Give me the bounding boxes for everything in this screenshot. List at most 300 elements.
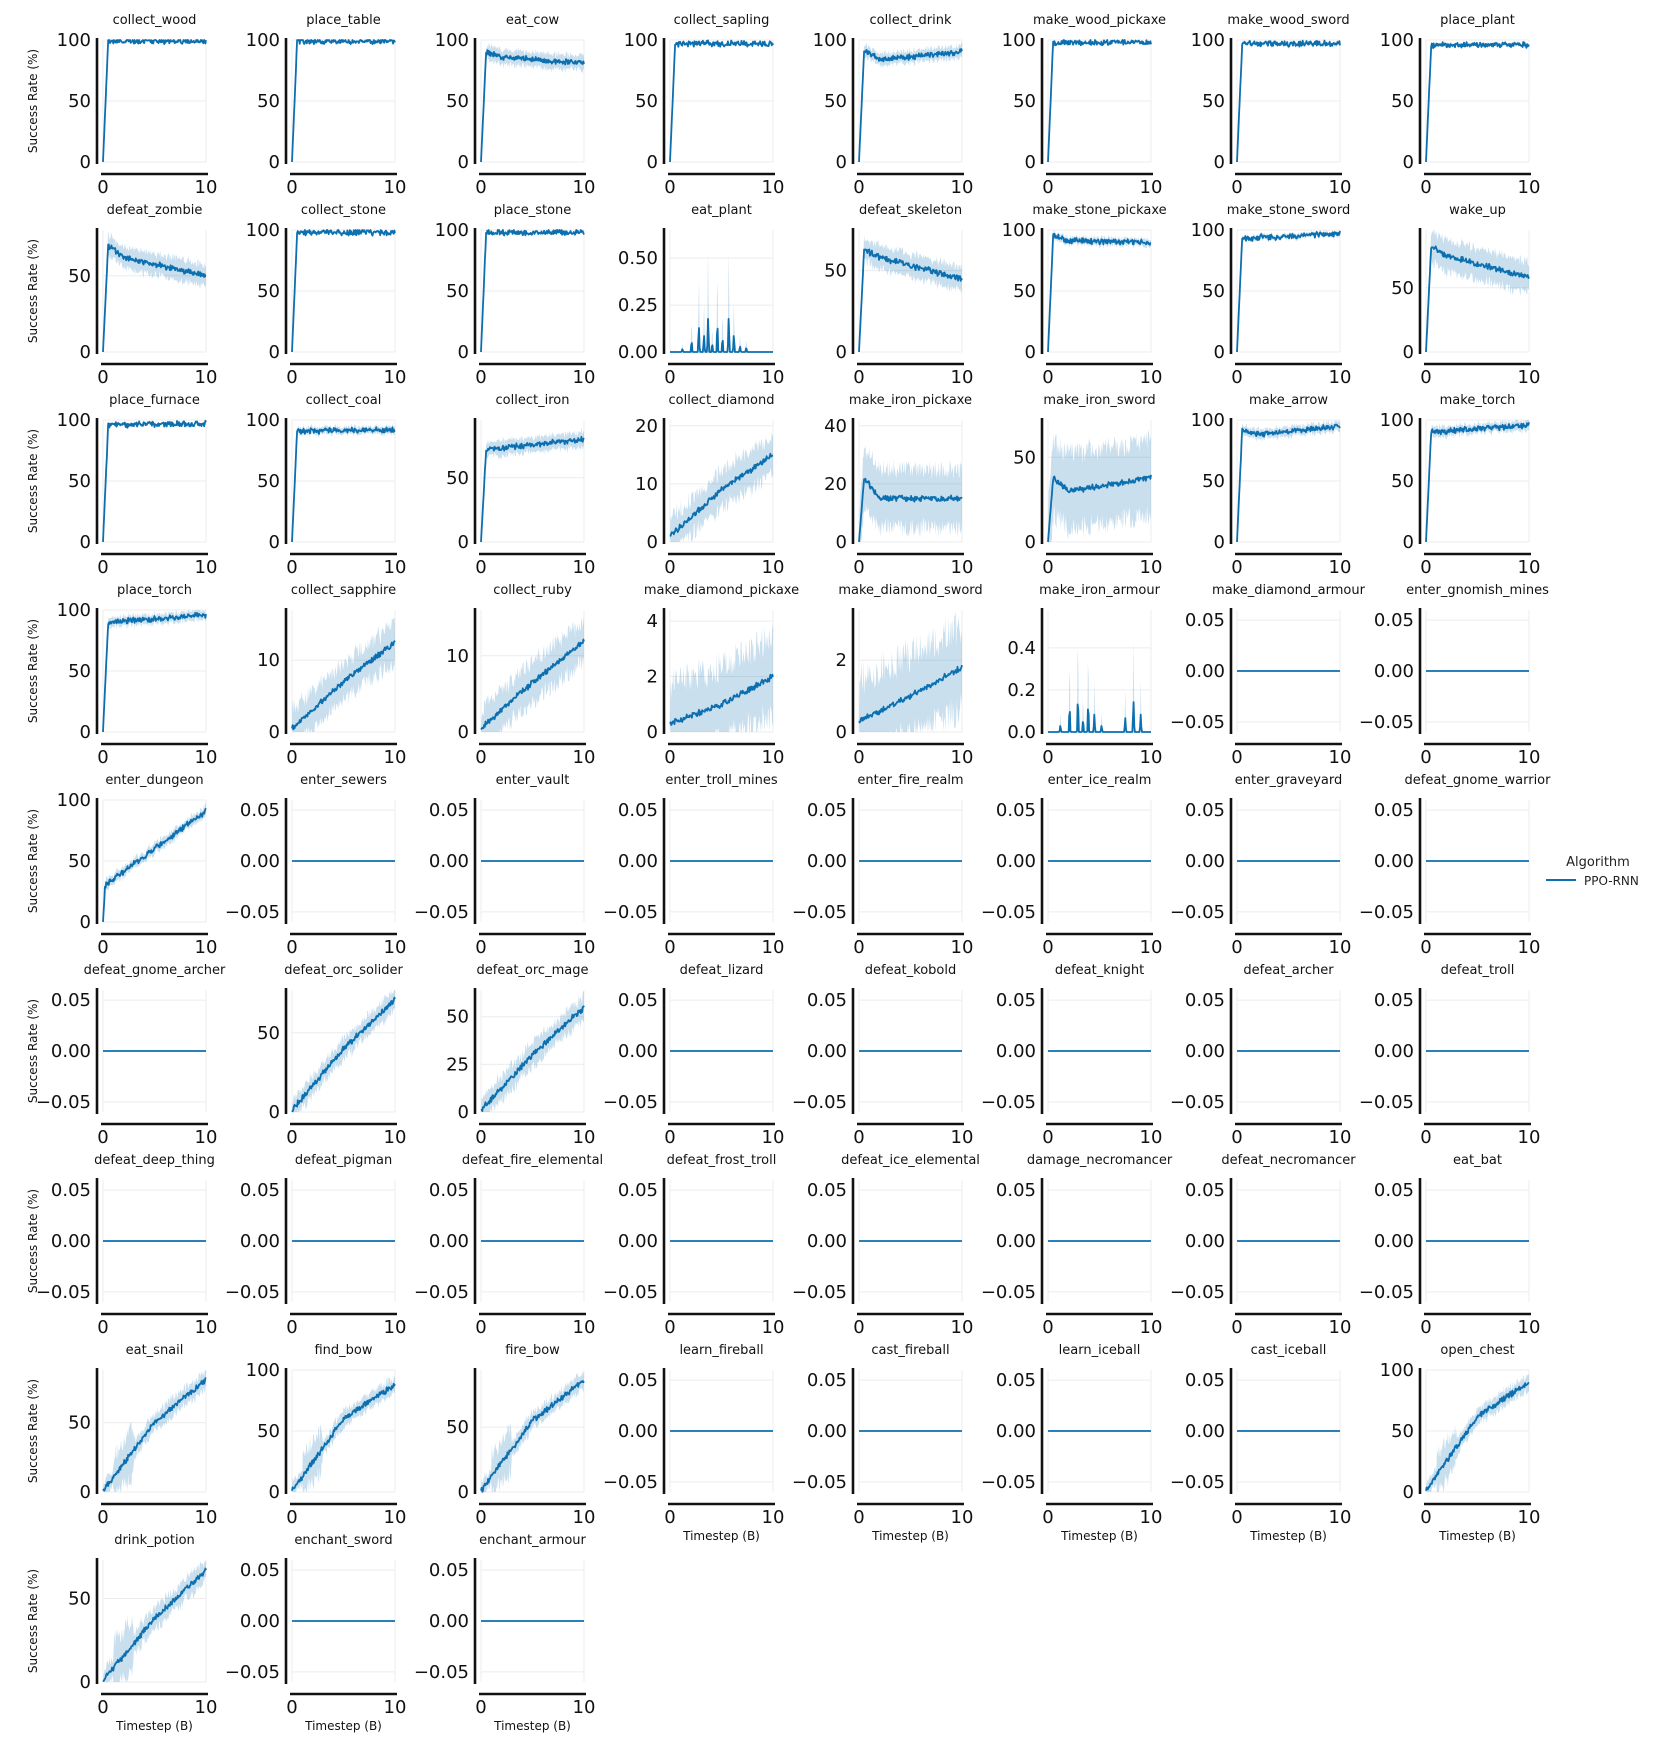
xtick-label: 10 [383, 1127, 407, 1148]
ytick-label: 50 [257, 471, 280, 492]
subplot-title: enter_sewers [300, 773, 387, 788]
subplot-title: place_plant [1440, 13, 1515, 28]
confidence-band-fire-bow [481, 1372, 584, 1493]
ytick-label: 0.00 [239, 1611, 280, 1632]
subplot-enter-gnomish-mines [1359, 583, 1549, 768]
ytick-label: 0.00 [50, 1041, 91, 1062]
ytick-label: 50 [1202, 471, 1225, 492]
confidence-band-make-diamond-sword [859, 611, 962, 732]
ytick-label: 0.0 [1007, 722, 1036, 743]
x-axis-label: Timestep (B) [1061, 1529, 1138, 1543]
confidence-band-eat-plant [670, 252, 773, 352]
xtick-label: 0 [664, 1317, 676, 1338]
ytick-label: 0 [268, 152, 280, 173]
ytick-label: −0.05 [1358, 1091, 1414, 1113]
subplot-open-chest [1380, 1343, 1541, 1543]
xtick-label: 0 [475, 747, 487, 768]
subplot-collect-drink [813, 13, 974, 198]
x-axis-label: Timestep (B) [872, 1529, 949, 1543]
xtick-label: 0 [475, 177, 487, 198]
xtick-label: 10 [1328, 1127, 1352, 1148]
ytick-label: 0.05 [428, 1180, 469, 1202]
subplot-make-iron-pickaxe [824, 393, 973, 578]
xtick-label: 10 [761, 177, 785, 198]
xtick-label: 10 [1139, 1507, 1163, 1528]
xtick-label: 10 [572, 937, 596, 958]
ytick-label: 50 [446, 281, 469, 302]
subplot-make-arrow [1191, 393, 1352, 578]
xtick-label: 10 [950, 1127, 974, 1148]
subplot-damage-necromancer [981, 1153, 1173, 1338]
subplot-title: collect_stone [300, 203, 387, 218]
ytick-label: 100 [434, 220, 469, 241]
ytick-label: 0.05 [806, 990, 847, 1012]
subplot-collect-stone [246, 203, 407, 388]
xtick-label: 0 [475, 1507, 487, 1528]
ytick-label: 0.05 [995, 1370, 1036, 1392]
xtick-label: 0 [664, 1507, 676, 1528]
ytick-label: 0.00 [1373, 851, 1414, 872]
ytick-label: −0.05 [791, 1471, 847, 1493]
ytick-label: −0.05 [791, 901, 847, 923]
subplot-title: eat_bat [1453, 1153, 1502, 1168]
ytick-label: 100 [812, 30, 847, 51]
subplot-title: defeat_orc_solider [284, 963, 403, 978]
series-line-make-arrow [1237, 425, 1340, 542]
xtick-label: 0 [1042, 1317, 1054, 1338]
subplot-title: defeat_orc_mage [476, 963, 589, 978]
ytick-label: 0.05 [995, 990, 1036, 1012]
ytick-label: 50 [446, 1417, 469, 1439]
ytick-label: 100 [245, 220, 280, 241]
ytick-label: 0.05 [50, 1180, 91, 1202]
subplot-cast-fireball [792, 1343, 974, 1543]
xtick-label: 0 [1042, 177, 1054, 198]
xtick-label: 0 [97, 177, 109, 198]
ytick-label: 0.00 [1184, 1421, 1225, 1442]
ytick-label: 10 [635, 473, 658, 495]
legend-title: Algorithm [1566, 855, 1630, 870]
ytick-label: −0.05 [224, 901, 280, 923]
xtick-label: 10 [1139, 177, 1163, 198]
subplot-title: cast_iceball [1250, 1343, 1327, 1358]
subplot-defeat-orc-mage [446, 963, 595, 1148]
confidence-band-make-diamond-pickaxe [670, 623, 773, 732]
xtick-label: 10 [761, 1317, 785, 1338]
subplot-make-stone-sword [1191, 203, 1352, 388]
subplot-title: defeat_skeleton [858, 203, 963, 218]
subplot-collect-iron [446, 393, 595, 578]
xtick-label: 10 [383, 747, 407, 768]
xtick-label: 10 [1517, 937, 1541, 958]
xtick-label: 10 [950, 1317, 974, 1338]
ytick-label: 0.05 [1373, 990, 1414, 1012]
xtick-label: 10 [572, 1317, 596, 1338]
xtick-label: 0 [1042, 557, 1054, 578]
subplot-collect-coal [246, 393, 407, 578]
ytick-label: 0 [1213, 532, 1225, 553]
ytick-label: 40 [824, 415, 847, 437]
ytick-label: 0.25 [617, 295, 658, 317]
ytick-label: 50 [257, 1022, 280, 1044]
ytick-label: 0.00 [1184, 661, 1225, 682]
subplot-title: defeat_zombie [106, 203, 203, 218]
subplot-eat-snail [26, 1343, 217, 1528]
ytick-label: 0 [268, 1102, 280, 1123]
ytick-label: −0.05 [980, 1091, 1036, 1113]
ytick-label: 0.05 [1184, 990, 1225, 1012]
xtick-label: 10 [1328, 367, 1352, 388]
ytick-label: 50 [1391, 471, 1414, 492]
x-axis-label: Timestep (B) [116, 1719, 193, 1733]
xtick-label: 0 [97, 367, 109, 388]
subplot-enter-fire-realm [792, 773, 974, 958]
ytick-label: 0.00 [617, 851, 658, 872]
y-axis-label: Success Rate (%) [26, 238, 40, 344]
ytick-label: 50 [68, 471, 91, 492]
xtick-label: 0 [286, 1507, 298, 1528]
ytick-label: 0 [646, 152, 658, 173]
subplot-make-diamond-armour [1170, 583, 1366, 768]
ytick-label: −0.05 [1169, 1281, 1225, 1303]
ytick-label: 50 [1391, 91, 1414, 112]
subplot-defeat-orc-solider [257, 963, 406, 1148]
xtick-label: 10 [761, 557, 785, 578]
subplot-collect-wood [26, 13, 217, 198]
xtick-label: 0 [1420, 747, 1432, 768]
ytick-label: −0.05 [413, 901, 469, 923]
ytick-label: 0 [268, 722, 280, 743]
y-axis-label: Success Rate (%) [26, 998, 40, 1104]
subplot-title: cast_fireball [871, 1343, 950, 1358]
subplot-defeat-troll [1359, 963, 1541, 1148]
subplot-place-torch [26, 583, 217, 768]
subplot-defeat-pigman [225, 1153, 407, 1338]
ytick-label: 0.05 [806, 1370, 847, 1392]
subplot-defeat-lizard [603, 963, 785, 1148]
ytick-label: 100 [245, 410, 280, 431]
series-line-make-stone-pickaxe [1048, 234, 1151, 352]
xtick-label: 10 [1139, 747, 1163, 768]
subplot-learn-fireball [603, 1343, 785, 1543]
ytick-label: 100 [245, 30, 280, 51]
xtick-label: 10 [950, 1507, 974, 1528]
subplot-title: collect_diamond [668, 393, 775, 408]
ytick-label: 0 [1024, 342, 1036, 363]
xtick-label: 0 [1231, 1317, 1243, 1338]
subplot-collect-ruby [446, 583, 595, 768]
ytick-label: 0.00 [995, 1421, 1036, 1442]
ytick-label: 0.4 [1007, 637, 1036, 659]
subplot-defeat-fire-elemental [414, 1153, 603, 1338]
ytick-label: 100 [56, 410, 91, 431]
ytick-label: 2 [835, 650, 847, 672]
xtick-label: 10 [761, 937, 785, 958]
ytick-label: 0.2 [1007, 679, 1036, 701]
ytick-label: 0.05 [239, 1560, 280, 1582]
ytick-label: 2 [646, 666, 658, 688]
subplot-place-furnace [26, 393, 217, 578]
confidence-band-defeat-skeleton [859, 235, 962, 352]
x-axis-label: Timestep (B) [1250, 1529, 1327, 1543]
ytick-label: 0.00 [806, 1421, 847, 1442]
ytick-label: −0.05 [1358, 1281, 1414, 1303]
subplot-title: enter_dungeon [105, 773, 204, 788]
ytick-label: 50 [1013, 281, 1036, 302]
xtick-label: 10 [194, 557, 218, 578]
xtick-label: 0 [664, 557, 676, 578]
xtick-label: 10 [1139, 1317, 1163, 1338]
xtick-label: 0 [853, 177, 865, 198]
ytick-label: 100 [1379, 30, 1414, 51]
confidence-band-defeat-zombie [103, 231, 206, 352]
xtick-label: 10 [383, 1697, 407, 1718]
ytick-label: −0.05 [980, 901, 1036, 923]
xtick-label: 0 [1420, 1317, 1432, 1338]
ytick-label: 0 [1024, 532, 1036, 553]
ytick-label: 0 [79, 722, 91, 743]
confidence-band-make-iron-armour [1048, 641, 1151, 732]
ytick-label: 100 [56, 30, 91, 51]
xtick-label: 0 [1231, 557, 1243, 578]
xtick-label: 0 [97, 1507, 109, 1528]
ytick-label: 0.00 [239, 851, 280, 872]
xtick-label: 10 [194, 747, 218, 768]
ytick-label: 0.00 [617, 342, 658, 363]
subplot-title: make_stone_pickaxe [1032, 203, 1167, 218]
ytick-label: 50 [68, 91, 91, 112]
subplot-title: make_iron_sword [1043, 393, 1156, 408]
x-axis-label: Timestep (B) [683, 1529, 760, 1543]
subplot-enchant-sword [225, 1533, 407, 1733]
xtick-label: 0 [475, 1317, 487, 1338]
ytick-label: 4 [646, 611, 658, 633]
ytick-label: 50 [68, 851, 91, 872]
subplot-title: eat_cow [505, 13, 560, 28]
series-line-make-torch [1426, 422, 1529, 542]
subplot-title: make_diamond_armour [1212, 583, 1365, 598]
x-axis-label: Timestep (B) [494, 1719, 571, 1733]
xtick-label: 10 [572, 1127, 596, 1148]
xtick-label: 0 [286, 557, 298, 578]
xtick-label: 0 [1420, 177, 1432, 198]
ytick-label: 0.05 [1184, 800, 1225, 822]
xtick-label: 0 [1042, 747, 1054, 768]
subplot-title: make_torch [1439, 393, 1516, 408]
xtick-label: 10 [1517, 1317, 1541, 1338]
ytick-label: 0.05 [995, 800, 1036, 822]
xtick-label: 10 [194, 177, 218, 198]
subplot-title: make_wood_sword [1227, 13, 1350, 28]
subplot-title: learn_fireball [679, 1343, 764, 1358]
ytick-label: 100 [434, 30, 469, 51]
xtick-label: 10 [572, 367, 596, 388]
ytick-label: 50 [68, 1412, 91, 1434]
ytick-label: 100 [1001, 220, 1036, 241]
subplot-title: collect_iron [495, 393, 570, 408]
xtick-label: 0 [97, 1697, 109, 1718]
xtick-label: 10 [194, 1507, 218, 1528]
ytick-label: 0 [268, 1482, 280, 1503]
xtick-label: 0 [853, 1127, 865, 1148]
xtick-label: 10 [1139, 937, 1163, 958]
xtick-label: 10 [761, 1127, 785, 1148]
subplot-enter-dungeon [26, 773, 217, 958]
y-axis-label: Success Rate (%) [26, 428, 40, 534]
ytick-label: 100 [1379, 1360, 1414, 1381]
subplot-defeat-gnome-warrior [1359, 773, 1551, 958]
ytick-label: 0.05 [1373, 610, 1414, 632]
ytick-label: 100 [1379, 410, 1414, 431]
xtick-label: 0 [853, 367, 865, 388]
ytick-label: 0.00 [428, 1611, 469, 1632]
ytick-label: 0.00 [806, 1231, 847, 1252]
ytick-label: 0.05 [617, 800, 658, 822]
xtick-label: 0 [97, 557, 109, 578]
subplot-eat-plant [618, 203, 785, 388]
ytick-label: −0.05 [35, 1091, 91, 1113]
subplot-place-table [246, 13, 407, 198]
subplot-collect-sapling [624, 13, 785, 198]
ytick-label: 0 [1213, 152, 1225, 173]
subplot-title: make_arrow [1249, 393, 1328, 408]
subplot-title: eat_plant [691, 203, 752, 218]
ytick-label: 0.05 [239, 1180, 280, 1202]
ytick-label: 50 [446, 91, 469, 112]
subplot-collect-diamond [635, 393, 784, 578]
xtick-label: 10 [1517, 1507, 1541, 1528]
xtick-label: 0 [1231, 1507, 1243, 1528]
subplot-title: make_iron_armour [1039, 583, 1160, 598]
subplot-title: defeat_gnome_warrior [1404, 773, 1551, 788]
ytick-label: 0.05 [1373, 1180, 1414, 1202]
confidence-band-wake-up [1426, 230, 1529, 352]
ytick-label: 0 [79, 532, 91, 553]
xtick-label: 10 [1328, 557, 1352, 578]
subplot-make-iron-sword [1013, 393, 1162, 578]
ytick-label: 50 [1391, 1421, 1414, 1442]
ytick-label: −0.05 [1169, 1091, 1225, 1113]
ytick-label: 0.00 [239, 1231, 280, 1252]
subplot-title: collect_wood [112, 13, 197, 28]
ytick-label: 0.00 [428, 1231, 469, 1252]
xtick-label: 10 [1517, 557, 1541, 578]
ytick-label: 100 [56, 600, 91, 621]
subplot-make-diamond-pickaxe [644, 583, 799, 768]
series-line-collect-drink [859, 49, 962, 162]
xtick-label: 10 [1139, 557, 1163, 578]
xtick-label: 10 [1517, 367, 1541, 388]
subplot-title: defeat_frost_troll [666, 1153, 777, 1168]
ytick-label: 100 [1190, 220, 1225, 241]
xtick-label: 10 [1139, 1127, 1163, 1148]
ytick-label: 50 [635, 91, 658, 112]
subplot-defeat-frost-troll [603, 1153, 785, 1338]
ytick-label: 0.05 [428, 1560, 469, 1582]
xtick-label: 0 [1231, 1127, 1243, 1148]
subplot-learn-iceball [981, 1343, 1163, 1543]
xtick-label: 10 [950, 367, 974, 388]
ytick-label: 0 [457, 722, 469, 743]
xtick-label: 0 [1042, 367, 1054, 388]
xtick-label: 0 [853, 937, 865, 958]
subplot-drink-potion [26, 1533, 217, 1733]
subplot-title: make_diamond_pickaxe [643, 583, 800, 598]
ytick-label: 0 [457, 1482, 469, 1503]
ytick-label: −0.05 [602, 1091, 658, 1113]
subplot-wake-up [1391, 203, 1540, 388]
ytick-label: 0 [79, 152, 91, 173]
ytick-label: −0.05 [224, 1281, 280, 1303]
xtick-label: 10 [194, 937, 218, 958]
x-axis-label: Timestep (B) [305, 1719, 382, 1733]
xtick-label: 0 [1231, 937, 1243, 958]
ytick-label: 0.05 [617, 990, 658, 1012]
xtick-label: 10 [383, 177, 407, 198]
xtick-label: 0 [97, 1317, 109, 1338]
subplot-title: enter_ice_realm [1047, 773, 1152, 788]
series-line-place-plant [1426, 42, 1529, 162]
ytick-label: 0 [1402, 532, 1414, 553]
ytick-label: 0.05 [50, 990, 91, 1012]
ytick-label: −0.05 [602, 1281, 658, 1303]
xtick-label: 0 [1042, 1127, 1054, 1148]
subplot-title: wake_up [1449, 203, 1506, 218]
ytick-label: −0.05 [1169, 711, 1225, 733]
subplot-title: place_torch [117, 583, 192, 598]
ytick-label: 0 [268, 532, 280, 553]
ytick-label: 0.00 [50, 1231, 91, 1252]
ytick-label: 0.05 [617, 1180, 658, 1202]
x-axis-label: Timestep (B) [1439, 1529, 1516, 1543]
ytick-label: 25 [446, 1054, 469, 1076]
y-axis-label: Success Rate (%) [26, 808, 40, 914]
ytick-label: 0 [835, 342, 847, 363]
xtick-label: 10 [194, 367, 218, 388]
ytick-label: −0.05 [413, 1281, 469, 1303]
ytick-label: 50 [68, 1588, 91, 1610]
ytick-label: 0.00 [428, 851, 469, 872]
xtick-label: 10 [383, 1507, 407, 1528]
subplot-title: defeat_troll [1440, 963, 1515, 978]
subplot-place-stone [435, 203, 596, 388]
xtick-label: 0 [853, 1317, 865, 1338]
subplot-title: enter_gnomish_mines [1406, 583, 1549, 598]
xtick-label: 0 [286, 747, 298, 768]
ytick-label: −0.05 [35, 1281, 91, 1303]
xtick-label: 10 [194, 1127, 218, 1148]
xtick-label: 0 [286, 1317, 298, 1338]
xtick-label: 0 [97, 747, 109, 768]
subplot-title: eat_snail [125, 1343, 184, 1358]
ytick-label: 0.05 [617, 1370, 658, 1392]
ytick-label: −0.05 [980, 1281, 1036, 1303]
subplot-make-iron-armour [1007, 583, 1162, 768]
subplot-title: collect_drink [869, 13, 952, 28]
ytick-label: 50 [824, 260, 847, 282]
ytick-label: 0.00 [1373, 661, 1414, 682]
subplot-defeat-skeleton [824, 203, 973, 388]
xtick-label: 10 [761, 367, 785, 388]
confidence-band-eat-snail [103, 1370, 206, 1492]
series-line-place-torch [103, 613, 206, 732]
xtick-label: 0 [286, 937, 298, 958]
ytick-label: 0 [1213, 342, 1225, 363]
ytick-label: 0 [1402, 342, 1414, 363]
xtick-label: 10 [194, 1697, 218, 1718]
ytick-label: −0.05 [413, 1661, 469, 1683]
xtick-label: 10 [950, 177, 974, 198]
